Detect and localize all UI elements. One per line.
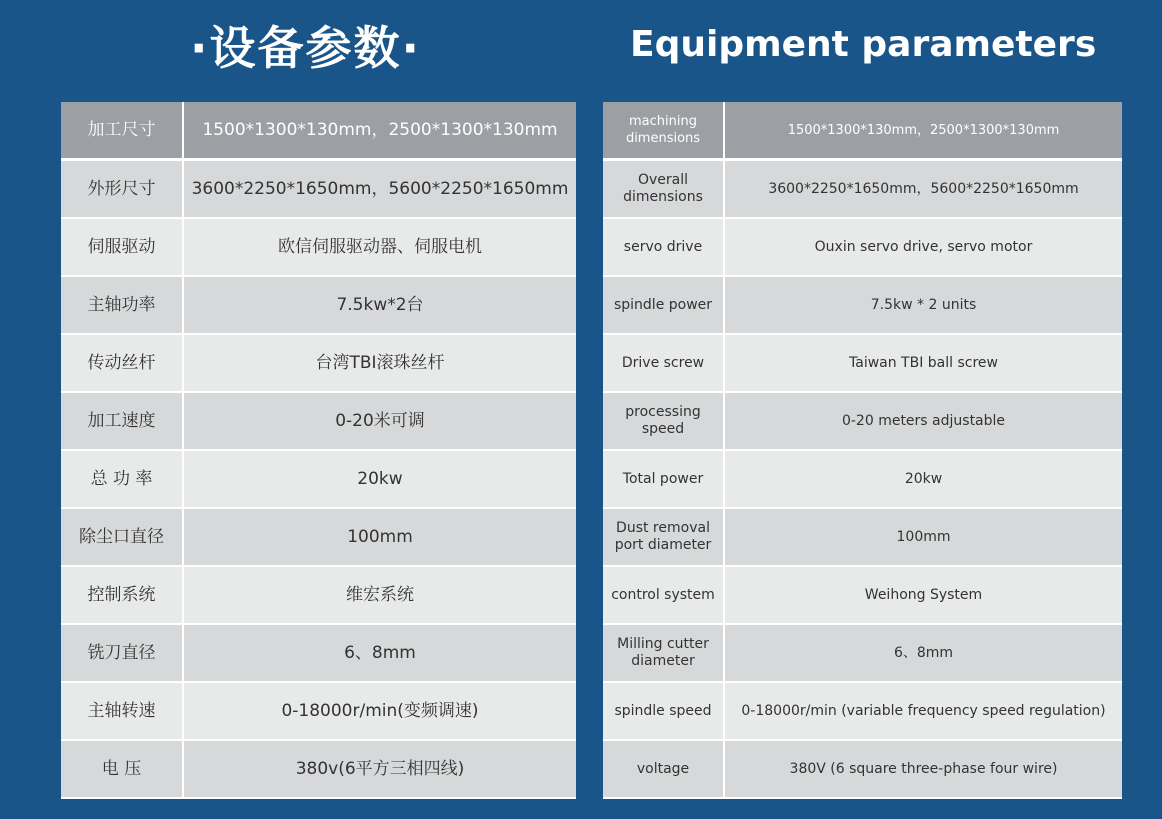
parameter-value: 7.5kw*2台: [336, 294, 424, 315]
parameter-label: 主轴转速: [61, 683, 184, 739]
parameter-value: 6、8mm: [893, 644, 954, 661]
parameter-label: 电 压: [61, 741, 184, 797]
parameter-value: Taiwan TBI ball screw: [849, 354, 998, 371]
table-row: [61, 102, 576, 161]
parameter-label: Drive screw: [603, 335, 725, 391]
table-row: [603, 683, 1122, 741]
parameter-value: 20kw: [357, 468, 403, 489]
parameters-table-chinese: [61, 102, 576, 799]
parameter-value: 380v(6平方三相四线): [295, 758, 465, 779]
parameter-value: 380V (6 square three-phase four wire): [789, 760, 1058, 777]
parameter-label: Milling cutter diameter: [603, 625, 725, 681]
parameter-label: machining dimensions: [603, 102, 725, 158]
parameter-value: 1500*1300*130mm，2500*1300*130mm: [787, 122, 1060, 138]
parameters-table-english: [603, 102, 1122, 799]
table-row: [603, 335, 1122, 393]
table-row: [61, 683, 576, 741]
table-row: [61, 625, 576, 683]
parameter-value: 6、8mm: [344, 642, 416, 663]
parameter-value: 3600*2250*1650mm，5600*2250*1650mm: [768, 180, 1079, 197]
table-row: [603, 161, 1122, 219]
table-row: [603, 625, 1122, 683]
table-row: [61, 393, 576, 451]
parameter-value: 0-18000r/min(变频调速): [281, 700, 479, 721]
table-row: [61, 451, 576, 509]
parameter-label: 传动丝杆: [61, 335, 184, 391]
table-row: [603, 393, 1122, 451]
parameter-label: 控制系统: [61, 567, 184, 623]
table-row: [603, 741, 1122, 799]
table-row: [61, 567, 576, 625]
parameter-value: 20kw: [904, 470, 943, 487]
parameter-label: 加工尺寸: [61, 102, 184, 158]
parameter-value: 维宏系统: [346, 584, 414, 605]
parameter-value: 0-18000r/min (variable frequency speed regulation): [741, 702, 1106, 719]
parameter-value: 100mm: [347, 526, 413, 547]
table-row: [61, 219, 576, 277]
table-row: [603, 509, 1122, 567]
parameter-value: 7.5kw * 2 units: [870, 296, 977, 313]
table-row: [61, 741, 576, 799]
parameter-label: 外形尺寸: [61, 161, 184, 217]
table-row: [603, 219, 1122, 277]
parameter-label: voltage: [603, 741, 725, 797]
table-row: [61, 509, 576, 567]
parameter-value: 0-20 meters adjustable: [841, 412, 1006, 429]
parameter-label: Total power: [603, 451, 725, 507]
parameter-value: 1500*1300*130mm，2500*1300*130mm: [202, 119, 558, 140]
parameter-label: control system: [603, 567, 725, 623]
parameter-value: Ouxin servo drive, servo motor: [814, 238, 1033, 255]
table-row: [603, 277, 1122, 335]
parameter-value: 3600*2250*1650mm，5600*2250*1650mm: [191, 178, 569, 199]
table-row: [61, 161, 576, 219]
parameter-value: 0-20米可调: [335, 410, 425, 431]
table-row: [603, 102, 1122, 161]
parameter-value: 台湾TBI滚珠丝杆: [315, 352, 445, 373]
title-chinese: ·设备参数·: [190, 21, 421, 75]
table-row: [61, 277, 576, 335]
parameter-label: Overall dimensions: [603, 161, 725, 217]
parameter-label: processing speed: [603, 393, 725, 449]
parameter-label: 主轴功率: [61, 277, 184, 333]
table-row: [61, 335, 576, 393]
title-english: Equipment parameters: [630, 24, 1097, 65]
parameter-value: 100mm: [896, 528, 951, 545]
table-row: [603, 567, 1122, 625]
parameter-label: 总 功 率: [61, 451, 184, 507]
parameter-label: spindle power: [603, 277, 725, 333]
parameter-value: 欧信伺服驱动器、伺服电机: [278, 236, 482, 257]
parameter-value: Weihong System: [864, 586, 983, 603]
parameter-label: spindle speed: [603, 683, 725, 739]
table-row: [603, 451, 1122, 509]
parameter-label: 铣刀直径: [61, 625, 184, 681]
parameter-label: 伺服驱动: [61, 219, 184, 275]
parameter-label: Dust removal port diameter: [603, 509, 725, 565]
parameter-label: 加工速度: [61, 393, 184, 449]
parameter-label: 除尘口直径: [61, 509, 184, 565]
parameter-label: servo drive: [603, 219, 725, 275]
